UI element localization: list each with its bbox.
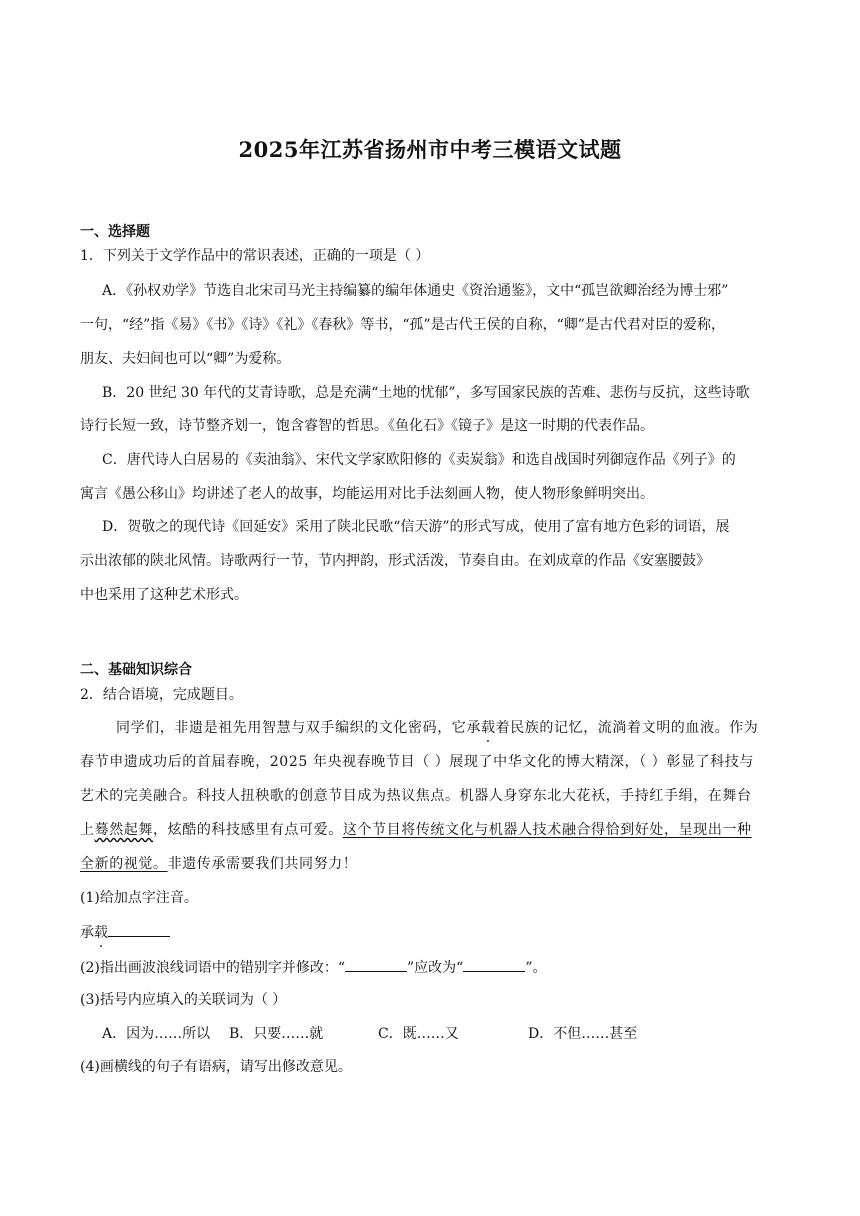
section-heading-basic: 二、基础知识综合 <box>80 662 192 678</box>
sub-question-1: (1)给加点字注音。 <box>80 890 198 906</box>
choice-a[interactable]: A．因为……所以 <box>102 1026 211 1042</box>
sub-question-3: (3)括号内应填入的关联词为（ ） <box>80 992 287 1008</box>
choice-d[interactable]: D．不但……甚至 <box>528 1026 638 1042</box>
passage-text: 上 <box>80 822 95 838</box>
section-heading-choice: 一、选择题 <box>80 224 150 240</box>
passage-text: 同学们，非遗是祖先用智慧与双手编织的文化密码，它承 <box>116 720 481 736</box>
word-char: 承 <box>80 925 94 941</box>
q1-option-a-line-1: A．《孙权劝学》节选自北宋司马光主持编纂的编年体通史《资治通鉴》，文中“孤岂欲卿治经为博士邪” <box>102 283 729 299</box>
choice-c[interactable]: C．既……又 <box>378 1026 459 1042</box>
dotted-character: 载 <box>481 720 496 736</box>
sub-question-4: (4)画横线的句子有语病，请写出修改意见。 <box>80 1059 352 1075</box>
q1-option-c-line-1: C．唐代诗人白居易的《卖油翁》、宋代文学家欧阳修的《卖炭翁》和选自战国时列御寇作品《列子》的 <box>102 452 736 468</box>
wrong-character-blank[interactable] <box>345 957 407 972</box>
answer-blank[interactable] <box>108 922 170 937</box>
question-1-stem: 1．下列关于文学作品中的常识表述，正确的一项是（ ） <box>80 248 430 264</box>
q1-option-b-line-2: 诗行长短一致，诗节整齐划一，饱含睿智的哲思。《鱼化石》《镜子》是这一时期的代表作品。 <box>80 418 654 434</box>
sub-question-2 <box>80 957 547 978</box>
dotted-character: 载 <box>94 925 108 941</box>
q1-option-d-line-2: 示出浓郁的陕北风情。诗歌两行一节，节内押韵，形式活泼，节奏自由。在刘成章的作品《安塞腰鼓》 <box>80 553 710 569</box>
q1-option-d-line-1: D．贺敬之的现代诗《回延安》采用了陕北民歌“信天游”的形式写成，使用了富有地方色彩的词语，展 <box>102 519 730 535</box>
wavy-underlined-word: 蓦然起舞 <box>94 822 154 838</box>
passage-line-3: 艺术的完美融合。科技人扭秧歌的创意节目成为热议焦点。机器人身穿东北大花袄，手持红手绢，在舞台 <box>80 788 752 804</box>
q1-option-a-line-3: 朋友、夫妇间也可以“卿”为爱称。 <box>80 351 291 367</box>
sub-question-1-answer <box>80 922 170 943</box>
sub2-text: ”应改为“ <box>407 960 464 976</box>
choice-b[interactable]: B．只要……就 <box>229 1026 324 1042</box>
passage-text: ，炫酷的科技感里有点可爱。 <box>153 822 343 838</box>
q1-option-b-line-1: B．20 世纪 30 年代的艾青诗歌，总是充满“土地的忧郁”，多写国家民族的苦难、悲伤与反抗，这些诗歌 <box>102 385 750 401</box>
sub2-text: (2)指出画波浪线词语中的错别字并修改：“ <box>80 960 345 976</box>
correction-blank[interactable] <box>463 957 525 972</box>
underlined-sentence: 这个节目将传统文化与机器人技术融合得恰到好处，呈现出一种 <box>342 822 752 838</box>
sub-question-3-choices <box>102 1024 638 1044</box>
passage-line-1 <box>116 718 758 738</box>
underlined-sentence: 全新的视觉。 <box>80 856 168 872</box>
q1-option-d-line-3: 中也采用了这种艺术形式。 <box>80 587 248 603</box>
q1-option-c-line-2: 寓言《愚公移山》均讲述了老人的故事，均能运用对比手法刻画人物，使人物形象鲜明突出。 <box>80 486 654 502</box>
q1-option-a-line-2: 一句，“经”指《易》《书》《诗》《礼》《春秋》等书，“孤”是古代王侯的自称，“卿”是古代君对臣的爱称， <box>80 317 725 333</box>
passage-text: 着民族的记忆，流淌着文明的血液。作为 <box>495 720 759 736</box>
sub2-text: ”。 <box>525 960 547 976</box>
page-title: 2025年江苏省扬州市中考三模语文试题 <box>238 137 622 162</box>
passage-line-4 <box>80 820 752 840</box>
passage-line-2: 春节申遗成功后的首届春晚，2025 年央视春晚节目（ ）展现了中华文化的博大精深，（ ）彰显了科技与 <box>80 754 754 770</box>
passage-line-5 <box>80 854 357 874</box>
passage-text: 非遗传承需要我们共同努力！ <box>167 856 358 872</box>
question-2-stem: 2．结合语境，完成题目。 <box>80 687 243 703</box>
